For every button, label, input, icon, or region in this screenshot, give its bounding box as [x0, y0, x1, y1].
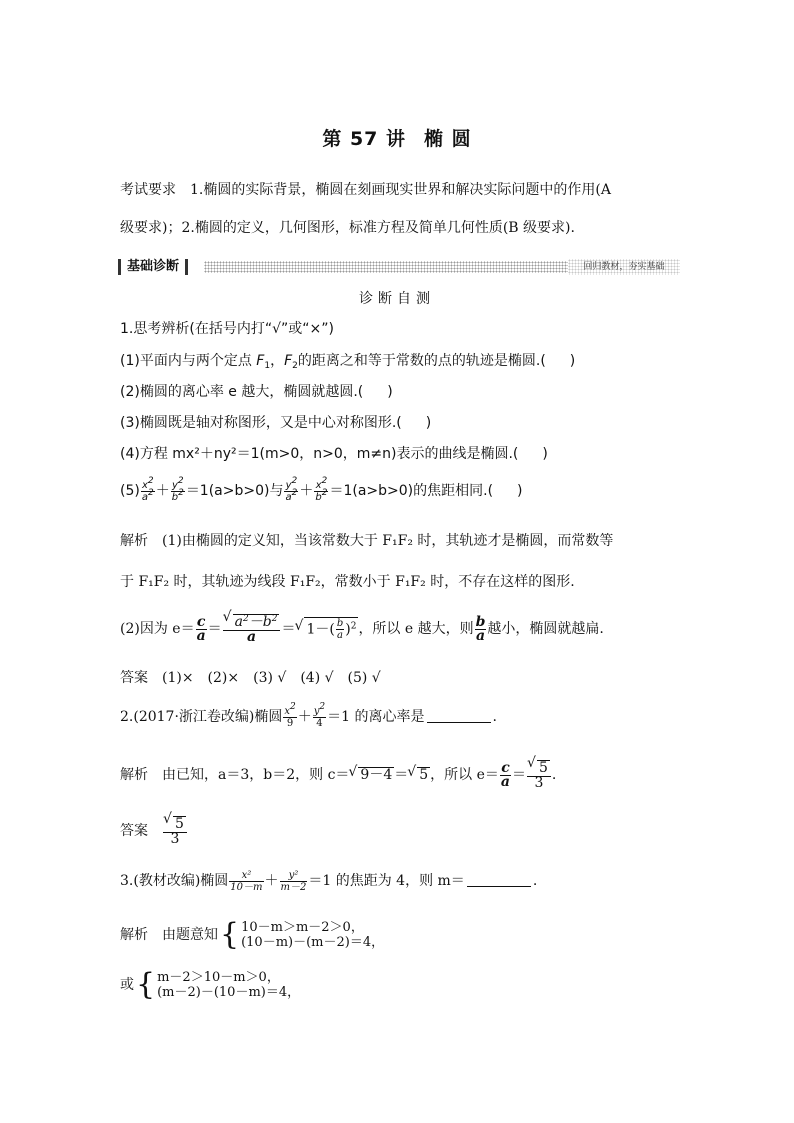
- q3-system-2: m－2＞10－m＞0， (m－2)－(10－m)＝4，: [157, 970, 301, 1000]
- title-topic: 椭 圆: [424, 128, 472, 150]
- q1-analysis-line-3: (2)因为 e＝ $\frac{c}{a}$ ＝ √ $\frac{a^2-b^2}{a}$ ＝√ 1－( $\frac{b}{a}$ )$^2$ ，所以 e 越大，则 $\frac{b}{a}$ 越小，椭圆就越扁.: [120, 612, 604, 646]
- q1-analysis-line-1: 解析 (1)由椭圆的定义知，当该常数大于 F₁F₂ 时，其轨迹才是椭圆，而常数等: [120, 533, 614, 549]
- q3-analysis-label: 解析: [120, 927, 148, 943]
- q3-stem: 3.(教材改编)椭圆 $\frac{\text{x²}}{10-m}$ ＋ $\frac{\text{y²}}{m-2}$ ＝1 的焦距为 4，则 m＝ .: [120, 869, 538, 893]
- q3-system-1: 10－m＞m－2＞0， (10－m)－(m－2)＝4，: [241, 920, 385, 950]
- q1-analysis-line-2: 于 F₁F₂ 时，其轨迹为线段 F₁F₂，常数小于 F₁F₂ 时，不存在这样的图形.: [120, 574, 575, 590]
- requirements-line-1: 考试要求 1.椭圆的实际背景，椭圆在刻画现实世界和解决实际问题中的作用(A: [120, 182, 611, 198]
- banner-dots: [204, 261, 568, 273]
- q3-analysis: 解析 由题意知{ 10－m＞m－2＞0， (10－m)－(m－2)＝4，: [120, 917, 385, 952]
- q2-analysis: 解析 由已知，a＝3，b＝2，则 c＝√ 9－4 ＝√ 5 ，所以 e＝ $\frac{c}{a}$ ＝ √ $\frac{5}{3}$ .: [120, 758, 556, 792]
- section-banner: [118, 259, 680, 275]
- requirements-label: 考试要求: [120, 182, 176, 198]
- section-subheading: 诊断自测: [359, 291, 435, 307]
- q2-stem: 2.(2017·浙江卷改编)椭圆 $\frac{x^2}{9}$ ＋ $\frac{y^2}{4}$ ＝1 的离心率是 .: [120, 701, 497, 729]
- q1-item-1: (1)平面内与两个定点 $F_1$，$F_2$的距离之和等于常数的点的轨迹是椭圆.( ): [120, 353, 576, 371]
- q1-analysis-label: 解析: [120, 533, 148, 549]
- requirements-line-2: 级要求)；2.椭圆的定义，几何图形，标准方程及简单几何性质(B 级要求).: [120, 220, 575, 236]
- q2-answer-label: 答案: [120, 823, 148, 839]
- page-title: [0, 124, 794, 151]
- q3-analysis-or: 或{ m－2＞10－m＞0， (m－2)－(10－m)＝4，: [120, 967, 301, 1002]
- q1-answer-label: 答案: [120, 670, 148, 686]
- q2-analysis-label: 解析: [120, 767, 148, 783]
- title-lecture: 第 57 讲: [322, 128, 407, 150]
- banner-slogan: 回归教材，夯实基础: [568, 259, 680, 275]
- q1-item-3: (3)椭圆既是轴对称图形，又是中心对称图形.( ): [120, 415, 432, 431]
- q1-item-2: (2)椭圆的离心率 e 越大，椭圆就越圆.( ): [120, 384, 393, 400]
- q1-answer: 答案 (1)× (2)× (3) √ (4) √ (5) √: [120, 670, 381, 686]
- q1-item-5: (5) $\frac{x^2}{a^2}$ ＋ $\frac{y^2}{b^2}$ ＝1(a>b>0)与 $\frac{y^2}{a^2}$ ＋ $\frac{x^2}{b^2}$ ＝1(a>b>0)的焦距相同.( ): [120, 475, 523, 503]
- q2-answer: 答案 √ $\frac{5}{3}$: [120, 814, 188, 848]
- q1-stem: 1.思考辨析(在括号内打“√”或“×”): [120, 321, 334, 337]
- banner-title: 基础诊断: [118, 259, 188, 275]
- q1-item-4: (4)方程 mx²＋ny²＝1(m>0，n>0，m≠n)表示的曲线是椭圆.( ): [120, 446, 548, 462]
